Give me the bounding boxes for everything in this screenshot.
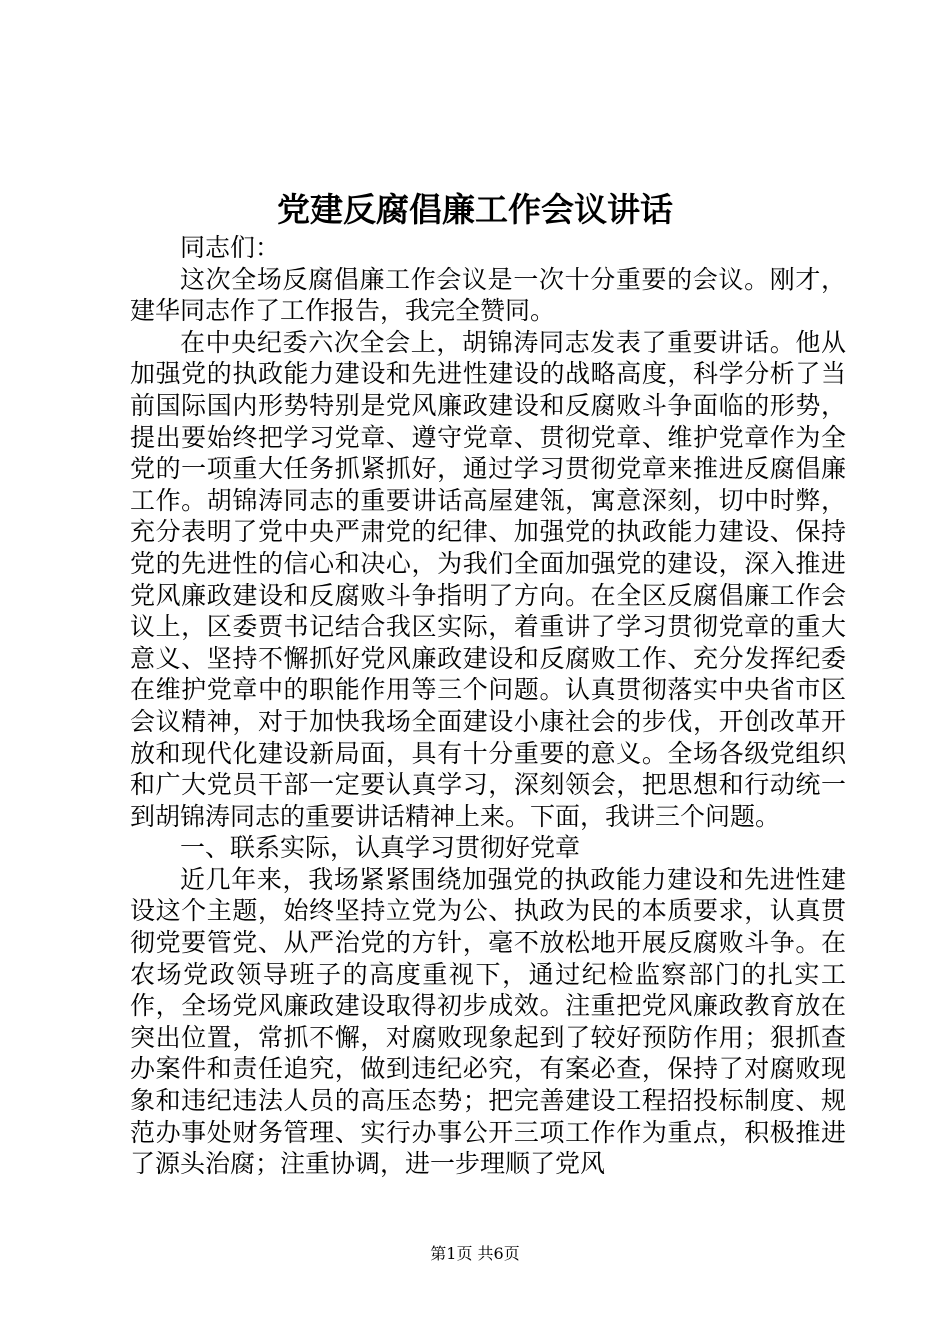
salutation-paragraph: 同志们： [180, 233, 281, 262]
page-number-footer: 第1页 共6页 [430, 1244, 520, 1263]
opening-paragraph: 这次全场反腐倡廉工作会议是一次十分重要的会议。刚才，建华同志作了工作报告，我完全赞同。 [130, 264, 846, 326]
section-paragraph: 近几年来，我场紧紧围绕加强党的执政能力建设和先进性建设这个主题，始终坚持立党为公、执政为民的本质要求，认真贯彻党要管党、从严治党的方针，毫不放松地开展反腐败斗争。在农场党政领导班子的高度重视下，通过纪检监察部门的扎实工作，全场党风廉政建设取得初步成效。注重把党风廉政教育放在突出位置，常抓不懈，对腐败现象起到了较好预防作用；狠抓查办案件和责任追究，做到违纪必究，有案必查，保持了对腐败现象和违纪违法人员的高压态势；把完善建设工程招投标制度、规范办事处财务管理、实行办事公开三项工作作为重点，积极推进了源头治腐；注重协调，进一步理顺了党风 [130, 864, 846, 1179]
document-title: 党建反腐倡廉工作会议讲话 [277, 190, 673, 229]
document-body [130, 232, 846, 1180]
context-paragraph: 在中央纪委六次全会上，胡锦涛同志发表了重要讲话。他从加强党的执政能力建设和先进性建设的战略高度，科学分析了当前国际国内形势特别是党风廉政建设和反腐败斗争面临的形势，提出要始终把学习党章、遵守党章、贯彻党章、维护党章作为全党的一项重大任务抓紧抓好，通过学习贯彻党章来推进反腐倡廉工作。胡锦涛同志的重要讲话高屋建瓴，寓意深刻，切中时弊，充分表明了党中央严肃党的纪律、加强党的执政能力建设、保持党的先进性的信心和决心，为我们全面加强党的建设，深入推进党风廉政建设和反腐败斗争指明了方向。在全区反腐倡廉工作会议上，区委贾书记结合我区实际，着重讲了学习贯彻党章的重大意义、坚持不懈抓好党风廉政建设和反腐败工作、充分发挥纪委在维护党章中的职能作用等三个问题。认真贯彻落实中央省市区会议精神，对于加快我场全面建设小康社会的步伐，开创改革开放和现代化建设新局面，具有十分重要的意义。全场各级党组织和广大党员干部一定要认真学习，深刻领会，把思想和行动统一到胡锦涛同志的重要讲话精神上来。下面，我讲三个问题。 [130, 327, 846, 831]
section-heading: 一、联系实际，认真学习贯彻好党章 [180, 833, 581, 863]
